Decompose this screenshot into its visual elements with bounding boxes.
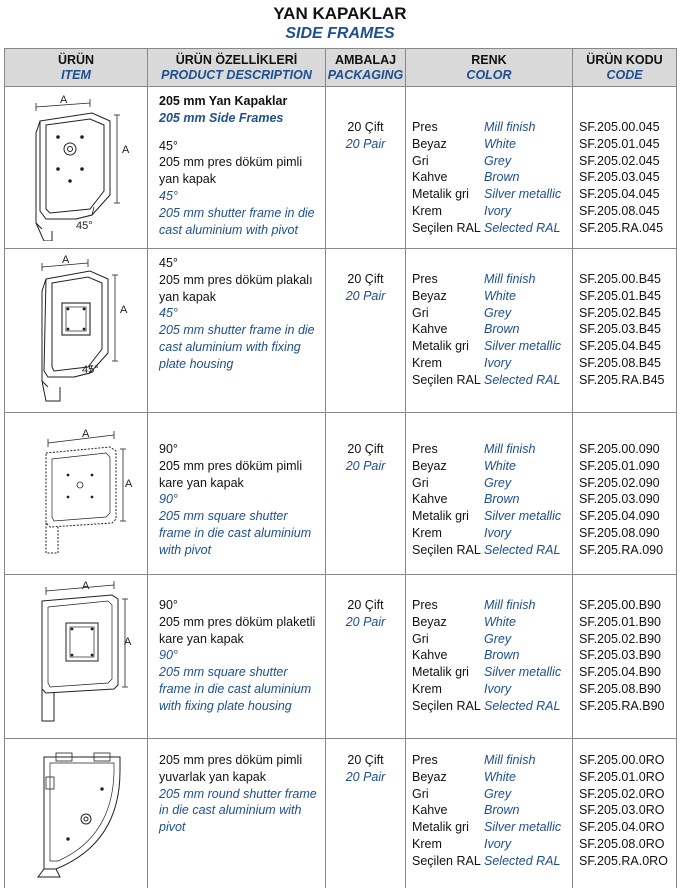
page-subtitle: SIDE FRAMES: [285, 25, 395, 42]
color-row: [412, 542, 572, 559]
color-cell: [406, 87, 573, 249]
color-tr: Beyaz: [412, 136, 447, 151]
description-cell: [148, 249, 326, 413]
product-code: SF.205.02.0RO: [579, 786, 665, 801]
group-title-en: 205 mm Side Frames: [159, 110, 284, 125]
color-en: Selected RAL: [484, 372, 561, 387]
color-row: [412, 597, 572, 614]
color-en: Mill finish: [484, 272, 536, 286]
side-frame-45-plate-drawing: [16, 253, 136, 407]
packaging-tr: 20 Çift: [347, 753, 384, 767]
color-tr: Pres: [412, 120, 438, 134]
color-tr: Kahve: [412, 170, 448, 185]
color-row: [412, 321, 572, 338]
color-row: [412, 305, 572, 322]
color-tr: Pres: [412, 753, 438, 767]
product-code: SF.205.01.B90: [579, 614, 662, 629]
color-tr: Beyaz: [412, 288, 447, 303]
header-item: [5, 49, 148, 87]
color-en: Mill finish: [484, 598, 536, 612]
code-cell: [573, 575, 677, 739]
color-en: White: [484, 769, 516, 784]
color-tr: Seçilen RAL: [412, 698, 481, 713]
dim-a-side: A: [120, 304, 128, 316]
color-en: Selected RAL: [484, 853, 561, 868]
color-tr: Gri: [412, 786, 429, 801]
color-en: Silver metallic: [484, 665, 562, 680]
product-code: SF.205.08.045: [579, 203, 660, 218]
color-en: Grey: [484, 786, 512, 801]
color-tr: Metalik gri: [412, 509, 469, 524]
header-pack-en: PACKAGING: [327, 67, 404, 82]
product-code: SF.205.04.0RO: [579, 820, 665, 835]
angle-tr: 45°: [159, 256, 178, 270]
description-en: 205 mm square shutter frame in die cast aluminium with pivot: [159, 509, 312, 557]
dim-a-side: A: [125, 478, 133, 490]
color-row: [412, 372, 572, 389]
color-row: [412, 458, 572, 475]
color-row: [412, 614, 572, 631]
color-en: Brown: [484, 170, 520, 185]
color-en: Mill finish: [484, 753, 536, 767]
packaging-tr: 20 Çift: [347, 272, 384, 286]
color-row: [412, 288, 572, 305]
header-code: [573, 49, 677, 87]
product-code: SF.205.03.045: [579, 170, 660, 185]
color-row: [412, 220, 572, 237]
color-en: Selected RAL: [484, 220, 561, 235]
table-row: [5, 575, 677, 739]
color-row: [412, 119, 572, 136]
color-row: [412, 508, 572, 525]
description-en: 205 mm shutter frame in die cast aluminium with fixing plate housing: [159, 323, 315, 371]
color-en: Ivory: [484, 203, 512, 218]
color-row: [412, 338, 572, 355]
color-row: [412, 819, 572, 836]
product-code: SF.205.02.B45: [579, 305, 662, 320]
color-tr: Beyaz: [412, 614, 447, 629]
product-code: SF.205.01.B45: [579, 288, 662, 303]
color-tr: Metalik gri: [412, 339, 469, 354]
color-en: Brown: [484, 648, 520, 663]
dim-a-top: A: [62, 254, 70, 266]
item-cell: [5, 249, 148, 413]
angle-en: 45°: [159, 188, 178, 203]
color-row: [412, 186, 572, 203]
color-en: Grey: [484, 305, 512, 320]
color-row: [412, 681, 572, 698]
color-en: Brown: [484, 322, 520, 337]
header-item-en: ITEM: [61, 67, 91, 82]
color-tr: Pres: [412, 442, 438, 456]
group-title-tr: 205 mm Yan Kapaklar: [159, 94, 288, 108]
color-row: [412, 802, 572, 819]
product-code: SF.205.00.090: [579, 442, 660, 456]
color-row: [412, 525, 572, 542]
product-code: SF.205.RA.B90: [579, 698, 665, 713]
table-row: [5, 249, 677, 413]
color-tr: Gri: [412, 475, 429, 490]
item-cell: [5, 739, 148, 888]
product-code: SF.205.01.090: [579, 458, 660, 473]
color-tr: Krem: [412, 525, 442, 540]
product-code: SF.205.08.090: [579, 525, 660, 540]
packaging-cell: [326, 87, 406, 249]
color-row: [412, 631, 572, 648]
header-desc-tr: ÜRÜN ÖZELLİKLERİ: [175, 52, 298, 67]
color-en: Mill finish: [484, 120, 536, 134]
dim-a-top: A: [60, 94, 68, 106]
color-tr: Gri: [412, 305, 429, 320]
color-row: [412, 786, 572, 803]
product-code: SF.205.RA.045: [579, 220, 664, 235]
table-row: [5, 87, 677, 249]
color-en: Ivory: [484, 355, 512, 370]
color-tr: Beyaz: [412, 458, 447, 473]
dim-angle: 45°: [82, 364, 99, 376]
color-row: [412, 153, 572, 170]
color-tr: Pres: [412, 598, 438, 612]
product-code: SF.205.00.B45: [579, 272, 662, 286]
product-code: SF.205.03.090: [579, 492, 660, 507]
color-en: Silver metallic: [484, 820, 562, 835]
color-tr: Krem: [412, 203, 442, 218]
color-en: White: [484, 288, 516, 303]
color-row: [412, 698, 572, 715]
color-en: White: [484, 614, 516, 629]
product-code: SF.205.RA.B45: [579, 372, 665, 387]
color-tr: Krem: [412, 681, 442, 696]
color-cell: [406, 739, 573, 888]
color-row: [412, 441, 572, 458]
description-tr: 205 mm pres döküm pimli kare yan kapak: [159, 458, 303, 490]
header-code-en: CODE: [606, 67, 643, 82]
color-row: [412, 169, 572, 186]
color-row: [412, 203, 572, 220]
product-code: SF.205.02.045: [579, 153, 660, 168]
description-en: 205 mm square shutter frame in die cast aluminium with fixing plate housing: [159, 665, 312, 713]
angle-en: 90°: [159, 648, 178, 663]
color-tr: Metalik gri: [412, 665, 469, 680]
color-tr: Kahve: [412, 648, 448, 663]
color-cell: [406, 575, 573, 739]
code-cell: [573, 413, 677, 575]
table-row: [5, 739, 677, 888]
color-tr: Pres: [412, 272, 438, 286]
code-cell: [573, 739, 677, 888]
square-frame-90-pivot-drawing: [16, 417, 136, 567]
product-code: SF.205.03.B45: [579, 322, 662, 337]
dim-a-top: A: [82, 580, 90, 592]
color-cell: [406, 249, 573, 413]
description-en: 205 mm round shutter frame in die cast aluminium with pivot: [159, 786, 317, 835]
page-title-block: [0, 4, 680, 44]
description-en: 205 mm shutter frame in die cast aluminium with pivot: [159, 205, 315, 237]
packaging-cell: [326, 249, 406, 413]
product-code: SF.205.01.0RO: [579, 769, 665, 784]
color-en: Selected RAL: [484, 698, 561, 713]
product-code: SF.205.04.090: [579, 509, 660, 524]
header-color-tr: RENK: [471, 52, 507, 67]
packaging-en: 20 Pair: [345, 769, 386, 784]
dim-angle: 45°: [76, 220, 93, 232]
item-cell: [5, 87, 148, 249]
color-en: Grey: [484, 631, 512, 646]
dim-a-side: A: [122, 144, 130, 156]
table-row: [5, 413, 677, 575]
color-en: Selected RAL: [484, 542, 561, 557]
packaging-en: 20 Pair: [345, 136, 386, 151]
color-en: Brown: [484, 492, 520, 507]
product-code: SF.205.01.045: [579, 136, 660, 151]
dim-a-top: A: [82, 428, 90, 440]
color-tr: Krem: [412, 355, 442, 370]
angle-en: 45°: [159, 306, 178, 321]
color-row: [412, 136, 572, 153]
color-en: Grey: [484, 153, 512, 168]
description-cell: [148, 575, 326, 739]
product-code: SF.205.08.B90: [579, 681, 662, 696]
item-cell: [5, 575, 148, 739]
color-row: [412, 475, 572, 492]
header-pack-tr: AMBALAJ: [334, 52, 397, 67]
code-cell: [573, 249, 677, 413]
color-tr: Gri: [412, 153, 429, 168]
color-en: Brown: [484, 803, 520, 818]
product-code: SF.205.02.090: [579, 475, 660, 490]
color-row: [412, 647, 572, 664]
color-tr: Metalik gri: [412, 187, 469, 202]
description-tr: 205 mm pres döküm plakalı yan kapak: [159, 272, 313, 304]
angle-tr: 45°: [159, 138, 178, 153]
packaging-cell: [326, 739, 406, 888]
color-tr: Metalik gri: [412, 820, 469, 835]
table-header-row: [5, 49, 677, 87]
packaging-tr: 20 Çift: [347, 442, 384, 456]
color-tr: Kahve: [412, 492, 448, 507]
description-tr: 205 mm pres döküm pimli yuvarlak yan kapak: [159, 753, 303, 784]
item-cell: [5, 413, 148, 575]
product-code: SF.205.04.B90: [579, 665, 662, 680]
angle-tr: 90°: [159, 598, 178, 612]
color-en: White: [484, 458, 516, 473]
color-en: Ivory: [484, 525, 512, 540]
color-en: White: [484, 136, 516, 151]
header-color: [406, 49, 573, 87]
color-en: Ivory: [484, 836, 512, 851]
product-table: [4, 48, 677, 888]
code-cell: [573, 87, 677, 249]
color-tr: Seçilen RAL: [412, 542, 481, 557]
color-tr: Gri: [412, 631, 429, 646]
packaging-en: 20 Pair: [345, 614, 386, 629]
packaging-en: 20 Pair: [345, 288, 386, 303]
header-code-tr: ÜRÜN KODU: [586, 52, 663, 67]
product-code: SF.205.03.B90: [579, 648, 662, 663]
round-frame-pivot-drawing: [16, 743, 136, 883]
angle-en: 90°: [159, 492, 178, 507]
header-desc: [148, 49, 326, 87]
side-frame-45-pivot-drawing: [16, 91, 136, 241]
product-code: SF.205.00.045: [579, 120, 660, 134]
color-row: [412, 491, 572, 508]
product-code: SF.205.00.0RO: [579, 753, 665, 767]
product-code: SF.205.RA.090: [579, 542, 664, 557]
angle-tr: 90°: [159, 442, 178, 456]
product-code: SF.205.03.0RO: [579, 803, 665, 818]
color-en: Silver metallic: [484, 187, 562, 202]
color-tr: Seçilen RAL: [412, 853, 481, 868]
color-row: [412, 271, 572, 288]
packaging-en: 20 Pair: [345, 458, 386, 473]
color-en: Silver metallic: [484, 509, 562, 524]
product-code: SF.205.04.045: [579, 187, 660, 202]
product-code: SF.205.RA.0RO: [579, 853, 668, 868]
packaging-tr: 20 Çift: [347, 598, 384, 612]
color-en: Grey: [484, 475, 512, 490]
header-item-tr: ÜRÜN: [57, 52, 95, 67]
packaging-cell: [326, 575, 406, 739]
dim-a-side: A: [124, 636, 132, 648]
header-pack: [326, 49, 406, 87]
description-cell: [148, 87, 326, 249]
color-en: Silver metallic: [484, 339, 562, 354]
color-tr: Krem: [412, 836, 442, 851]
color-row: [412, 836, 572, 853]
color-tr: Seçilen RAL: [412, 372, 481, 387]
page-title: YAN KAPAKLAR: [273, 4, 407, 23]
description-tr: 205 mm pres döküm pimli yan kapak: [159, 155, 303, 187]
color-en: Ivory: [484, 681, 512, 696]
product-code: SF.205.08.B45: [579, 355, 662, 370]
color-row: [412, 769, 572, 786]
product-code: SF.205.04.B45: [579, 339, 662, 354]
product-code: SF.205.00.B90: [579, 598, 662, 612]
packaging-cell: [326, 413, 406, 575]
color-row: [412, 853, 572, 870]
color-row: [412, 752, 572, 769]
color-row: [412, 664, 572, 681]
square-frame-90-plate-drawing: [16, 579, 136, 733]
product-code: SF.205.02.B90: [579, 631, 662, 646]
packaging-tr: 20 Çift: [347, 120, 384, 134]
color-tr: Seçilen RAL: [412, 220, 481, 235]
color-row: [412, 355, 572, 372]
color-cell: [406, 413, 573, 575]
header-desc-en: PRODUCT DESCRIPTION: [161, 67, 312, 82]
color-en: Mill finish: [484, 442, 536, 456]
header-color-en: COLOR: [466, 67, 512, 82]
color-tr: Kahve: [412, 322, 448, 337]
product-code: SF.205.08.0RO: [579, 836, 665, 851]
description-tr: 205 mm pres döküm plaketli kare yan kapak: [159, 614, 316, 646]
color-tr: Beyaz: [412, 769, 447, 784]
description-cell: [148, 739, 326, 888]
color-tr: Kahve: [412, 803, 448, 818]
description-cell: [148, 413, 326, 575]
